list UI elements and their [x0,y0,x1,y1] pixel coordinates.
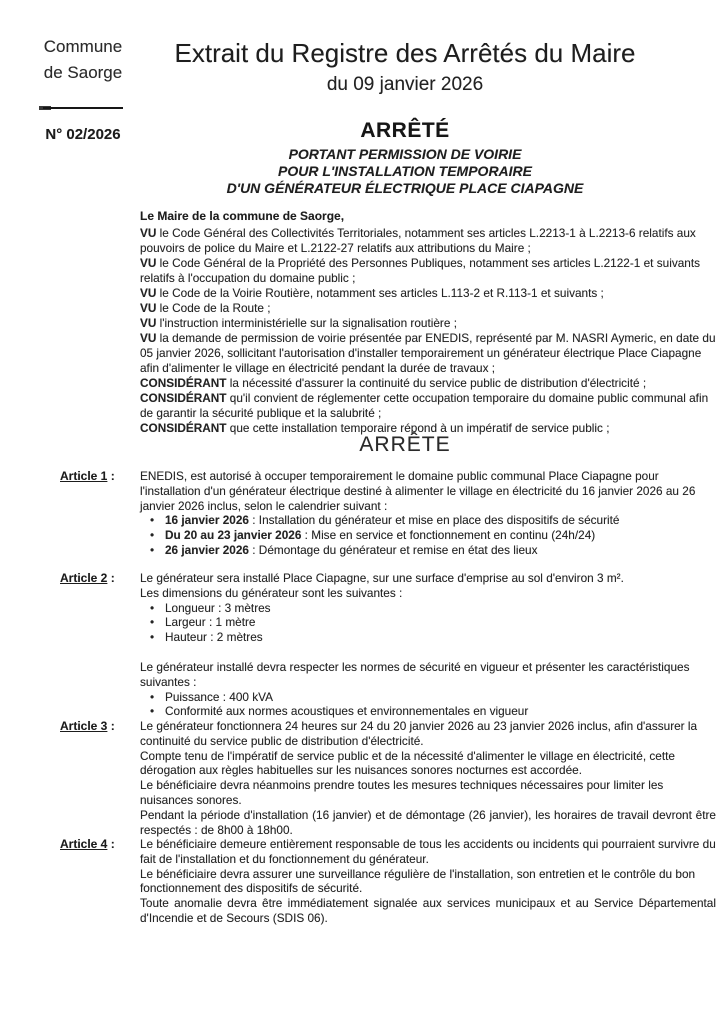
article-paragraph: Le générateur fonctionnera 24 heures sur 24 du 20 janvier 2026 au 23 janvier 2026 inclus, afin d'assurer la continuité du service public de distribution d'électricité. [140,719,698,748]
bullet-list [140,690,716,720]
bullet-list [140,513,716,557]
preamble-paragraph: VU le Code Général des Collectivités Territoriales, notamment ses articles L.2213-1 à L.2213-6 relatifs aux pouvoirs de police du Maire et L.2122-27 relatifs aux attributions du Maire ; [140,226,696,255]
bullet-lead: 16 janvier 2026 [165,513,249,528]
article-label: Article 4 : [60,837,115,851]
article-paragraph: Toute anomalie devra être immédiatement signalée aux services municipaux et au Service Départemental d'Incendie et de Secours (SDIS 06). [140,896,716,925]
arrete-section-heading: ARRÊTE [359,433,451,456]
article-label: Article 2 : [60,571,115,585]
preamble-paragraph: CONSIDÉRANT que cette installation temporaire répond à un impératif de service public ; [140,421,610,435]
article-paragraph: Pendant la période d'installation (16 janvier) et de démontage (26 janvier), les horaires de travail devront être respectés : de 8h00 à 18h00. [140,807,716,837]
register-title: Extrait du Registre des Arrêtés du Maire [174,38,636,68]
subtitle-line: POUR L'INSTALLATION TEMPORAIRE [277,163,533,179]
preamble-paragraph: VU le Code Général de la Propriété des Personnes Publiques, notamment ses articles L.2122-1 et suivants relatifs à l'occupation du domaine public ; [140,256,701,285]
preamble-paragraph: CONSIDÉRANT qu'il convient de réglementer cette occupation temporaire du domaine public communal afin de garantir la sécurité publique et la salubrité ; [140,391,709,420]
preamble-lead: VU [140,286,160,300]
preamble-paragraph: VU le Code de la Route ; [140,301,271,315]
article-paragraph: Compte tenu de l'impératif de service public et de la nécessité d'alimenter le village en électricité, cette dérogation aux règles habituelles sur les nuisances sonores nocturnes est accordée. [140,748,675,778]
article-paragraph: Le bénéficiaire devra assurer une surveillance régulière de l'installation, son entretien et le contrôle du bon fonctionnement des dispositifs de sécurité. [140,866,696,896]
preamble-lead: VU [140,256,160,270]
article-article-4 [60,837,716,926]
maire-intro-line: Le Maire de la commune de Saorge, [140,209,345,223]
commune-name-line2: de Saorge [43,63,123,82]
article-paragraph: Le bénéficiaire devra néanmoins prendre toutes les mesures techniques nécessaires pour limiter les nuisances sonores. [140,778,664,807]
arrete-subtitle [133,146,677,197]
document-header [133,38,677,197]
commune-block [30,34,136,143]
preamble-lead: VU [140,226,160,240]
article-paragraph: Les dimensions du générateur sont les suivantes : [140,585,403,600]
subtitle-line: PORTANT PERMISSION DE VOIRIE [288,146,522,162]
bullet-item: • Conformité aux normes acoustiques et environnementales en vigueur [140,704,716,719]
preamble-lead: VU [140,301,160,315]
preamble-lead: CONSIDÉRANT [140,421,230,435]
bullet-item: • Hauteur : 2 mètres [140,630,716,645]
preamble-paragraph: VU le Code de la Voirie Routière, notamment ses articles L.113-2 et R.113-1 et suivants ; [140,286,604,300]
article-paragraph: Le générateur installé devra respecter les normes de sécurité en vigueur et présenter les caractéristiques suivantes : [140,659,690,689]
preamble-block [140,226,716,436]
arrete-title: ARRÊTÉ [360,119,450,142]
article-body [140,469,716,558]
subtitle-line: D'UN GÉNÉRATEUR ÉLECTRIQUE PLACE CIAPAGNE [226,180,584,196]
article-paragraph: ENEDIS, est autorisé à occuper temporairement le domaine public communal Place Ciapagne pour l'installation d'un générateur électrique destiné à alimenter le village en électricité du 16 janvier 2026 au 26 janvier 2026 inclus, selon le calendrier suivant : [140,469,696,513]
bullet-item: • Du 20 au 23 janvier 2026 : Mise en service et fonctionnement en continu (24h/24) [140,528,716,543]
article-body [140,719,716,837]
bullet-item: • Largeur : 1 mètre [140,615,716,630]
preamble-lead: VU [140,331,160,345]
horizontal-rule [43,107,123,109]
article-body [140,837,716,926]
bullet-list [140,601,716,645]
article-article-2 [60,571,716,719]
article-paragraph: Le générateur sera installé Place Ciapagne, sur une surface d'emprise au sol d'environ 3 m². [140,571,624,585]
article-body [140,571,716,719]
bullet-lead: 26 janvier 2026 [165,542,249,557]
preamble-lead: CONSIDÉRANT [140,391,230,405]
preamble-paragraph: CONSIDÉRANT la nécessité d'assurer la continuité du service public de distribution d'électricité ; [140,376,647,390]
article-paragraph: Le bénéficiaire demeure entièrement responsable de tous les accidents ou incidents qui pourraient survivre du fait de l'installation et du fonctionnement du générateur. [140,837,716,866]
preamble-lead: CONSIDÉRANT [140,376,230,390]
bullet-item: • Longueur : 3 mètres [140,601,716,616]
bullet-lead: Du 20 au 23 janvier 2026 [165,528,302,543]
preamble-lead: VU [140,316,160,330]
article-label: Article 1 : [60,469,115,483]
preamble-paragraph: VU l'instruction interministérielle sur la signalisation routière ; [140,316,457,330]
bullet-item: • Puissance : 400 kVA [140,690,716,705]
arrete-number: N° 02/2026 [45,126,121,143]
preamble-paragraph: VU la demande de permission de voirie présentée par ENEDIS, représenté par M. NASRI Aymeric, en date du 05 janvier 2026, sollicitant l'autorisation d'installer temporairement un générateur électrique Place Ciapagne afin d'alimenter le village en électricité pendant la durée de travaux ; [140,331,716,375]
bullet-item: • 26 janvier 2026 : Démontage du générateur et remise en état des lieux [140,543,716,558]
commune-name-line1: Commune [43,37,123,56]
register-date: du 09 janvier 2026 [326,74,484,95]
article-label: Article 3 : [60,719,115,733]
article-article-1 [60,469,716,558]
bullet-item: • 16 janvier 2026 : Installation du générateur et mise en place des dispositifs de sécurité [140,513,716,528]
article-article-3 [60,719,716,837]
